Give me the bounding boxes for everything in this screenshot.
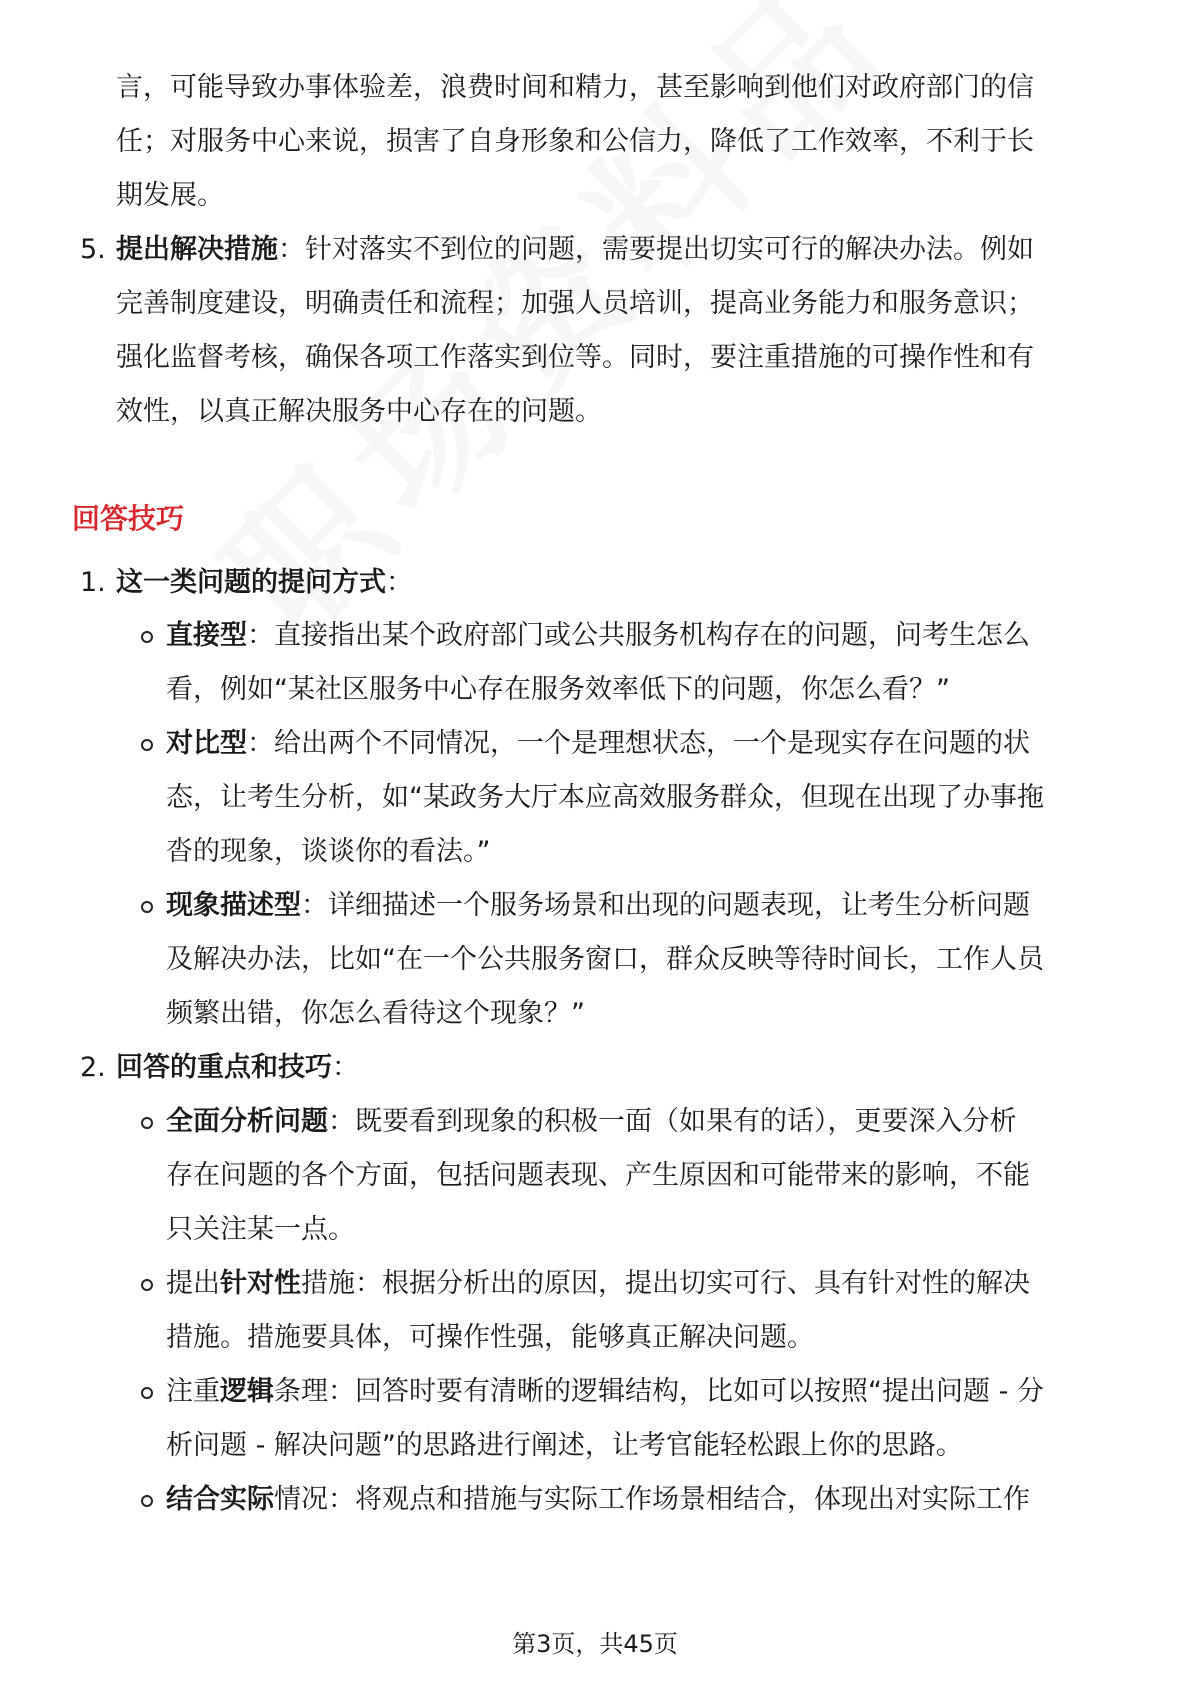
sub-item: 注重逻辑条理：回答时要有清晰的逻辑结构，比如可以按照“提出问题 - 分 <box>166 1376 1044 1407</box>
list-item-title: 这一类问题的提问方式： <box>116 567 413 598</box>
paragraph-line: 及解决办法，比如“在一个公共服务窗口，群众反映等待时间长，工作人员 <box>166 944 1044 975</box>
sub-item: 直接型：直接指出某个政府部门或公共服务机构存在的问题，问考生怎么 <box>166 620 1030 651</box>
item-title: 提出解决措施 <box>116 234 278 265</box>
paragraph-line: 析问题 - 解决问题”的思路进行阐述，让考官能轻松跟上你的思路。 <box>166 1430 963 1461</box>
paragraph-line: 看，例如“某社区服务中心存在服务效率低下的问题，你怎么看？” <box>166 674 950 705</box>
paragraph-line: 沓的现象，谈谈你的看法。” <box>166 836 491 867</box>
item-text: ：针对落实不到位的问题，需要提出切实可行的解决办法。例如 <box>278 234 1034 265</box>
paragraph-line: 期发展。 <box>116 180 224 211</box>
bullet-icon <box>141 901 153 913</box>
paragraph-line: 态，让考生分析，如“某政务大厅本应高效服务群众，但现在出现了办事拖 <box>166 782 1044 813</box>
paragraph-line: 言，可能导致办事体验差，浪费时间和精力，甚至影响到他们对政府部门的信 <box>116 72 1034 103</box>
bullet-icon <box>141 1279 153 1291</box>
list-number: 2. <box>80 1052 106 1083</box>
paragraph-line: 频繁出错，你怎么看待这个现象？” <box>166 998 585 1029</box>
bullet-icon <box>141 1117 153 1129</box>
bullet-icon <box>141 1495 153 1507</box>
page-footer: 第3页，共45页 <box>512 1630 678 1658</box>
paragraph-line: 任；对服务中心来说，损害了自身形象和公信力，降低了工作效率，不利于长 <box>116 126 1034 157</box>
sub-item: 全面分析问题：既要看到现象的积极一面（如果有的话），更要深入分析 <box>166 1106 1017 1137</box>
list-item-title: 回答的重点和技巧： <box>116 1052 359 1083</box>
paragraph-line: 存在问题的各个方面，包括问题表现、产生原因和可能带来的影响，不能 <box>166 1160 1030 1191</box>
bullet-icon <box>141 1387 153 1399</box>
paragraph-line: 措施。措施要具体，可操作性强，能够真正解决问题。 <box>166 1322 814 1353</box>
paragraph-line: 完善制度建设，明确责任和流程；加强人员培训，提高业务能力和服务意识； <box>116 288 1034 319</box>
paragraph-line: 效性，以真正解决服务中心存在的问题。 <box>116 396 602 427</box>
bullet-icon <box>141 631 153 643</box>
section-heading: 回答技巧 <box>72 502 185 535</box>
sub-item: 现象描述型：详细描述一个服务场景和出现的问题表现，让考生分析问题 <box>166 890 1030 921</box>
list-number: 5. <box>80 234 106 265</box>
sub-item: 提出针对性措施：根据分析出的原因，提出切实可行、具有针对性的解决 <box>166 1268 1030 1299</box>
paragraph-line: 强化监督考核，确保各项工作落实到位等。同时，要注重措施的可操作性和有 <box>116 342 1034 373</box>
list-item <box>116 232 1034 268</box>
bullet-icon <box>141 739 153 751</box>
sub-item: 结合实际情况：将观点和措施与实际工作场景相结合，体现出对实际工作 <box>166 1484 1030 1515</box>
list-number: 1. <box>80 567 106 598</box>
sub-item: 对比型：给出两个不同情况，一个是理想状态，一个是现实存在问题的状 <box>166 728 1030 759</box>
paragraph-line: 只关注某一点。 <box>166 1214 355 1245</box>
